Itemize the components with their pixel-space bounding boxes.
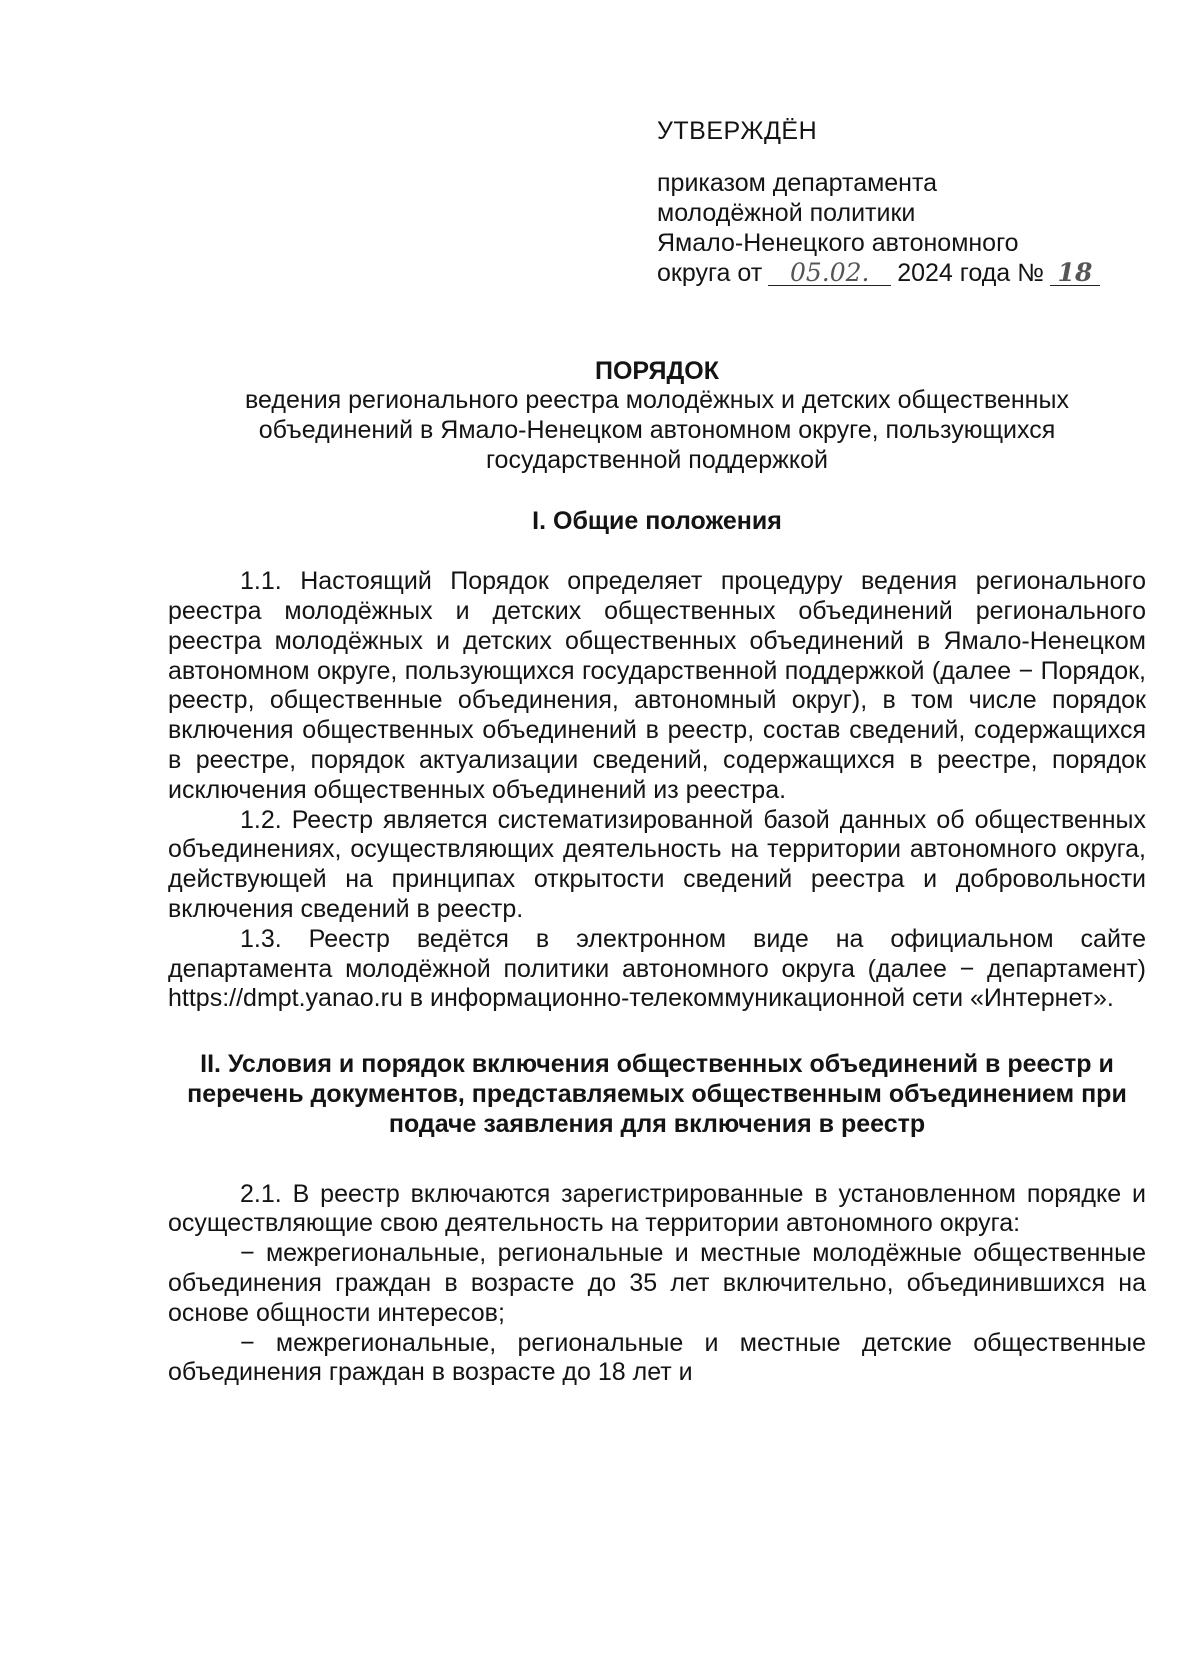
section-2-heading: II. Условия и порядок включения общественных объединений в реестр и перечень документов, представляемых общественным объединением при подаче заявления для включения в реестр [187, 1050, 1127, 1138]
paragraph-2-1: 2.1. В реестр включаются зарегистрированные в установленном порядке и осуществляющие свою деятельность на территории автономного округа: [168, 1179, 1146, 1238]
paragraph-2-1-item-1: − межрегиональные, региональные и местные молодёжные общественные объединения граждан в возрасте до 35 лет включительно, объединившихся на основе общности интересов; [168, 1239, 1146, 1327]
approval-line-2: молодёжной политики [657, 199, 916, 227]
paragraph-1-3: 1.3. Реестр ведётся в электронном виде на официальном сайте департамента молодёжной политики автономного округа (далее − департамент) https://dmpt.yanao.ru в информационно-телекоммуникационной сети «Интернет». [168, 924, 1146, 1013]
approval-number-field: 18 [1050, 261, 1100, 286]
approval-heading: УТВЕРЖДЁН [657, 117, 818, 145]
approval-line-4 [657, 258, 1157, 288]
document-subtitle: ведения регионального реестра молодёжных и детских общественных объединений в Ямало-Ненецком автономном округе, пользующихся государственной поддержкой [245, 386, 1069, 474]
paragraph-2-1-item-2: − межрегиональные, региональные и местные детские общественные объединения граждан в возрасте до 18 лет и [168, 1328, 1146, 1387]
approval-block [657, 116, 1157, 288]
approval-line-4-middle: 2024 года № [897, 259, 1044, 287]
document-title: ПОРЯДОК [595, 357, 719, 385]
section-1-heading: I. Общие положения [532, 507, 782, 536]
paragraph-1-2: 1.2. Реестр является систематизированной базой данных об общественных объединениях, осуществляющих деятельность на территории автономного округа, действующей на принципах открытости сведений реестра и добровольности включения сведений в реестр. [168, 805, 1146, 923]
approval-line-3: Ямало-Ненецкого автономного [657, 229, 1019, 257]
paragraph-1-1: 1.1. Настоящий Порядок определяет процедуру ведения регионального реестра молодёжных и детских общественных объединений регионального реестра молодёжных и детских общественных объединений в Ямало-Ненецком автономном округе, пользующихся государственной поддержкой (далее − Порядок, реестр, общественные объединения, автономный округ), в том числе порядок включения общественных объединений в реестр, состав сведений, содержащихся в реестре, порядок актуализации сведений, содержащихся в реестре, порядок исключения общественных объединений из реестра. [168, 567, 1146, 804]
approval-line-1: приказом департамента [657, 169, 938, 197]
approval-line-4-prefix: округа от [657, 259, 763, 287]
approval-date-field: 05.02. [768, 261, 891, 286]
document-body [168, 356, 1146, 1388]
